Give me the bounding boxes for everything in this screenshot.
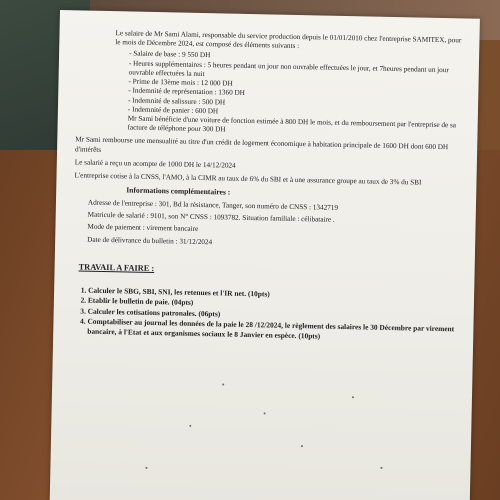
task-item: 2. Etablir le bulletin de paie. (04pts) [88, 296, 458, 313]
salary-elements-list [76, 49, 463, 122]
salary-element: - Indemnité de salissure : 500 DH [128, 96, 462, 112]
task-item: 4. Comptabiliser au journal les données de la paie le 28 /12/2024, le règlement des salaires le 30 Décembre par virement bancaire, à l'Etat et aux organismes sociaux le 8 Janvier en espèce. (10pts) [87, 317, 457, 344]
task-item: 3. Calculer les cotisations patronales. (06pts) [88, 306, 458, 323]
ink-speck [380, 467, 382, 469]
ink-speck [145, 467, 147, 469]
document-content [71, 28, 463, 344]
tasks-list [71, 285, 458, 343]
task-item: 1. Calculer le SBG, SBI, SNI, les retenues et l'IR net. (10pts) [88, 285, 458, 302]
ink-speck [189, 425, 191, 427]
paper-sheet [49, 10, 480, 500]
info-item: Date de délivrance du bulletin : 31/12/2024 [87, 235, 213, 246]
ink-speck [352, 396, 354, 398]
ink-speck [301, 445, 303, 447]
salary-element: - Prime de 13ème mois : 12 000 DH [128, 78, 462, 94]
ink-speck [264, 412, 266, 414]
salary-element: - Salaire de base : 9 550 DH [129, 50, 463, 66]
tasks-title: TRAVAIL A FAIRE : [78, 262, 155, 273]
salary-element: - Heures supplémentaires : 5 heures pendant un jour non ouvrable effectuées le jour, et 7heures pendant un jour ouvrable effectuées la nuit [129, 59, 463, 84]
info-list [73, 198, 460, 252]
info-title: Informations complémentaires : [126, 185, 231, 197]
salary-element: - Indemnité de panier : 600 DH [128, 105, 462, 121]
ink-speck [222, 383, 224, 385]
intro-paragraph: Le salaire de Mr Sami Alami, responsable du service production depuis le 01/01/2010 chez l'entreprise SAMITEX, pour le mois de Décembre 2024, est composé des éléments suivants : [115, 29, 462, 51]
info-item: Adresse de l'entreprise : 301, Bd la résistance, Tanger, son numéro de CNSS : 1342719 [87, 198, 339, 212]
info-item: Matricule de salarié : 9101, son N° CNSS : 1093782. Situation familiale : célibataire . [87, 210, 335, 225]
loan-paragraph: Mr Sami rembourse une mensualité au titre d'un crédit de logement économique à habitation principale de 1600 DH dont 600 DH d'intérêts [75, 135, 449, 154]
contribution-paragraph: L'entreprise cotise à la CNSS, l'AMO, à la CIMR au taux de 6% du SBI et à une assurance groupe au taux de 3% du SBI [74, 171, 422, 187]
salary-element: - Indemnité de représentation : 1360 DH [128, 87, 462, 103]
info-item: Mode de paiement : virement bancaire [87, 223, 199, 234]
company-car-paragraph: Mr Sami bénéficie d'une voiture de fonction estimée à 800 DH le mois, et du remboursement par l'entreprise de sa facture de téléphone pour 300 DH [127, 114, 457, 134]
advance-paragraph: Le salarié a reçu un acompte de 1000 DH le 14/12/2024 [74, 158, 236, 170]
